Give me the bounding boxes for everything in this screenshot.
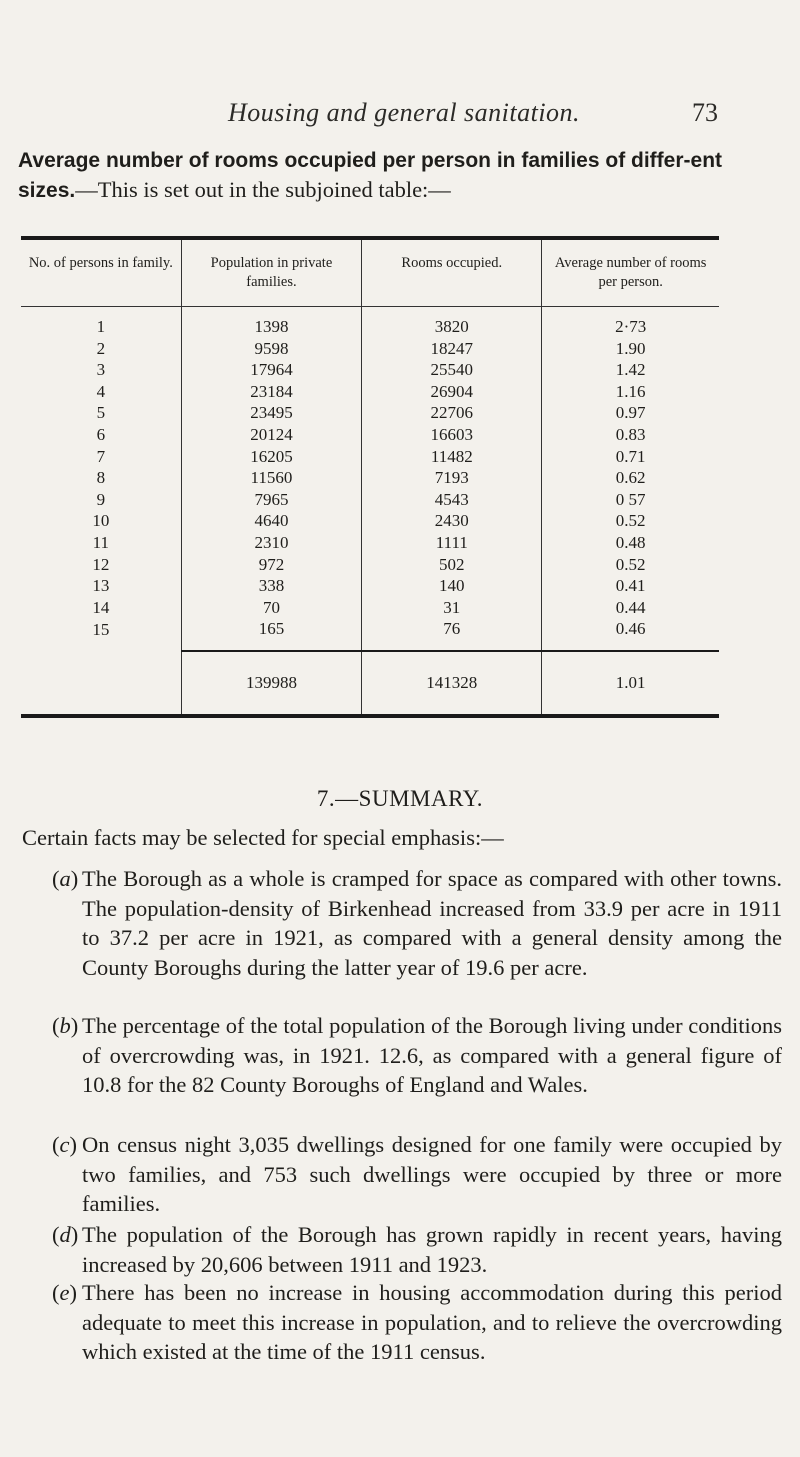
table-row: [21, 446, 719, 468]
cell-rooms: 25540: [362, 359, 542, 381]
cell-population: 11560: [181, 467, 362, 489]
table-row: [21, 510, 719, 532]
cell-population: 16205: [181, 446, 362, 468]
cell-average: 0 57: [542, 489, 719, 511]
cell-total-label: [21, 651, 181, 716]
running-title: Housing and general sanitation.: [228, 98, 581, 127]
cell-average: 1.90: [542, 338, 719, 360]
item-text: There has been no increase in housing accommodation during this period adequate to meet this increase in population, and to relieve the overcrowding which existed at the time of the 1911 census.: [82, 1280, 782, 1364]
cell-persons: 7: [96, 446, 106, 466]
cell-persons: 4: [96, 381, 106, 401]
cell-persons: 14: [92, 597, 110, 617]
cell-rooms: 22706: [362, 402, 542, 424]
table-row: [21, 338, 719, 360]
cell-average: 0.62: [542, 467, 719, 489]
cell-persons: 9: [96, 489, 106, 509]
cell-rooms: 76: [362, 618, 542, 651]
cell-population: 4640: [181, 510, 362, 532]
header-rooms: Rooms occupied.: [362, 238, 542, 307]
cell-population: 7965: [181, 489, 362, 511]
cell-persons: 5: [96, 403, 106, 423]
cell-average: 2·73: [542, 307, 719, 338]
cell-population: 20124: [181, 424, 362, 446]
table-row: [21, 467, 719, 489]
summary-lead: Certain facts may be selected for special emphasis:—: [22, 825, 504, 850]
table-row: [21, 424, 719, 446]
table-row: [21, 307, 719, 338]
cell-population: 1398: [181, 307, 362, 338]
cell-average: 1.42: [542, 359, 719, 381]
cell-population: 17964: [181, 359, 362, 381]
cell-population: 2310: [181, 532, 362, 554]
cell-population: 23495: [181, 402, 362, 424]
table-row: [21, 359, 719, 381]
running-head: [0, 98, 800, 138]
table-row: [21, 489, 719, 511]
cell-average: 0.46: [542, 618, 719, 651]
summary-heading: 7.—SUMMARY.: [316, 786, 484, 811]
item-label: (e): [52, 1280, 77, 1305]
cell-population: 23184: [181, 381, 362, 403]
table-body: [21, 307, 719, 716]
cell-persons: 11: [92, 532, 110, 552]
header-persons: No. of persons in family.: [21, 238, 181, 307]
cell-persons: 1: [96, 317, 106, 336]
cell-rooms: 3820: [362, 307, 542, 338]
intro-text: —This is set out in the subjoined table:—: [75, 177, 451, 202]
rooms-per-person-table: [21, 236, 719, 718]
header-population: Population in private families.: [181, 238, 362, 307]
cell-rooms: 140: [362, 575, 542, 597]
cell-population: 70: [181, 597, 362, 619]
item-text: The Borough as a whole is cramped for space as compared with other towns. The population-density of Birkenhead increased from 33.9 per acre in 1911 to 37.2 per acre in 1921, as compared with a general density among the County Boroughs during the latter year of 19.6 per acre.: [82, 866, 782, 980]
table-total-row: [21, 651, 719, 716]
cell-population: 165: [181, 618, 362, 651]
intro-paragraph: [18, 145, 783, 205]
rooms-table-wrapper: [21, 236, 719, 718]
cell-total-population: 139988: [181, 651, 362, 716]
item-text: The percentage of the total population of the Borough living under conditions of overcrowding was, in 1921. 12.6, as compared with a general figure of 10.8 for the 82 County Boroughs of England and Wales.: [82, 1013, 782, 1097]
cell-rooms: 502: [362, 554, 542, 576]
cell-average: 0.83: [542, 424, 719, 446]
item-text: On census night 3,035 dwellings designed for one family were occupied by two families, and 753 such dwellings were occupied by three or more families.: [82, 1132, 782, 1216]
cell-persons: 2: [96, 338, 106, 358]
cell-population: 972: [181, 554, 362, 576]
item-label: (d): [52, 1222, 79, 1247]
cell-average: 0.52: [542, 554, 719, 576]
cell-average: 0.44: [542, 597, 719, 619]
summary-item-a: [52, 864, 782, 982]
item-text: The population of the Borough has grown rapidly in recent years, having increased by 20,606 between 1911 and 1923.: [82, 1222, 782, 1277]
summary-item-b: [52, 1011, 782, 1100]
table-row: [21, 575, 719, 597]
cell-persons: 13: [92, 576, 110, 596]
table-row: [21, 597, 719, 619]
cell-rooms: 31: [362, 597, 542, 619]
cell-persons: 10: [92, 511, 110, 531]
cell-population: 9598: [181, 338, 362, 360]
table-row: [21, 532, 719, 554]
table-row: [21, 381, 719, 403]
cell-persons: 6: [96, 424, 106, 444]
item-label: (c): [52, 1132, 77, 1157]
header-average: Average number of rooms per person.: [542, 238, 719, 307]
cell-persons: 12: [92, 554, 110, 574]
cell-rooms: 4543: [362, 489, 542, 511]
table-row: [21, 618, 719, 651]
cell-rooms: 7193: [362, 467, 542, 489]
cell-population: 338: [181, 575, 362, 597]
cell-rooms: 11482: [362, 446, 542, 468]
cell-persons: 15: [92, 619, 110, 639]
cell-persons: 8: [96, 468, 106, 488]
table-header-row: [21, 238, 719, 307]
cell-persons: 3: [96, 360, 106, 380]
cell-rooms: 1111: [362, 532, 542, 554]
cell-rooms: 26904: [362, 381, 542, 403]
table-row: [21, 402, 719, 424]
cell-average: 0.71: [542, 446, 719, 468]
page-number: 73: [692, 98, 718, 127]
cell-rooms: 18247: [362, 338, 542, 360]
intro-bold-heading: Average number of rooms occupied per person in families of differ-ent sizes.: [18, 149, 723, 202]
summary-item-d: [52, 1220, 782, 1279]
cell-average: 0.52: [542, 510, 719, 532]
cell-average: 0.48: [542, 532, 719, 554]
cell-average: 0.97: [542, 402, 719, 424]
summary-item-e: [52, 1278, 782, 1367]
cell-average: 1.16: [542, 381, 719, 403]
table-row: [21, 554, 719, 576]
summary-item-c: [52, 1130, 782, 1219]
item-label: (a): [52, 866, 79, 891]
cell-total-average: 1.01: [542, 651, 719, 716]
cell-total-rooms: 141328: [362, 651, 542, 716]
cell-rooms: 2430: [362, 510, 542, 532]
cell-rooms: 16603: [362, 424, 542, 446]
cell-average: 0.41: [542, 575, 719, 597]
item-label: (b): [52, 1013, 79, 1038]
